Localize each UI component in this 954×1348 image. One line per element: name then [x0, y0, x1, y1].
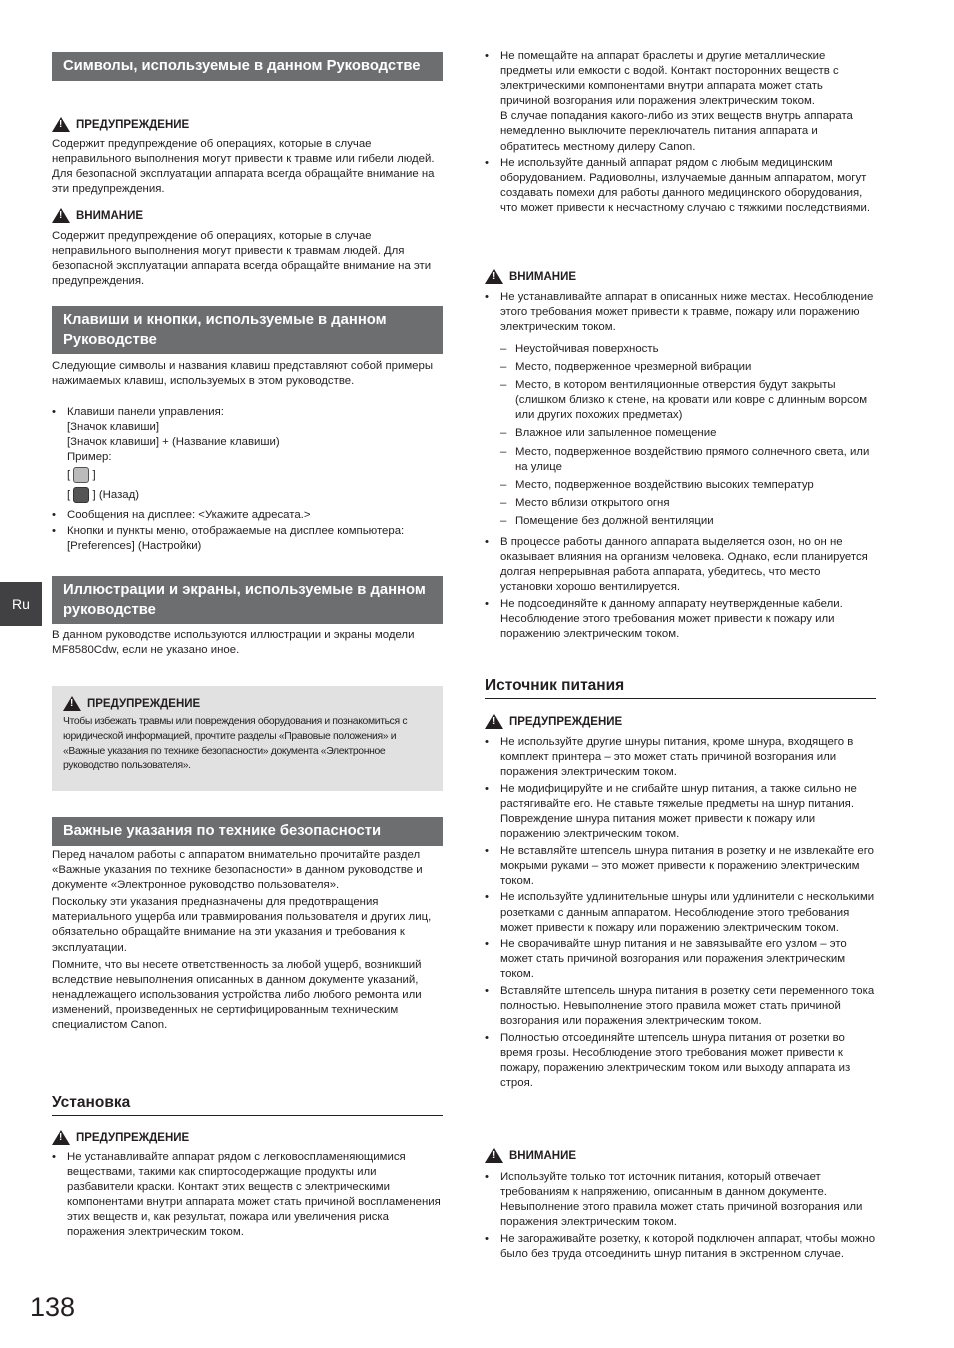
key-example-back [67, 487, 139, 503]
place-item: – Место, подверженное воздействию высоких температур [485, 478, 876, 493]
language-tab [0, 582, 42, 626]
place-item: – Влажное или запыленное помещение [485, 426, 876, 441]
power-caution-label [485, 1148, 576, 1163]
warning-triangle-icon [52, 1130, 70, 1145]
key-bracket: [ [67, 469, 71, 482]
warning-triangle-icon [63, 696, 81, 711]
list-item: • Не загораживайте розетку, к которой подключен аппарат, чтобы можно было без труда отсоединить шнур питания в экстренном случае. [485, 1232, 876, 1262]
installation-caution-label [485, 269, 576, 284]
warning-label-text: ПРЕДУПРЕЖДЕНИЕ [76, 118, 190, 131]
key-example-home [67, 467, 96, 483]
place-item: – Место, в котором вентиляционные отверстия будут закрыты (слишком близко к стене, на кровати или ковре с длинным ворсом или других похожих предметах) [485, 378, 876, 423]
keys-example-label: Пример: [67, 451, 112, 464]
note-warning-label-text: ПРЕДУПРЕЖДЕНИЕ [87, 697, 201, 710]
warning-triangle-icon [485, 714, 503, 729]
list-item: • Не используйте удлинительные шнуры или удлинители с несколькими розетками с данным аппаратом. Несоблюдение этого требования может привести к пожару или поражению электрическим током. [485, 890, 876, 935]
section-title-power: Источник питания [485, 676, 876, 699]
language-tab-label: Ru [12, 596, 30, 612]
list-item: • Не используйте данный аппарат рядом с любым медицинским оборудованием. Радиоволны, излучаемые данным аппаратом, могут создавать помехи для работы данного медицинского оборудования, что может привести к несчастному случаю с тяжкими последствиями. [485, 156, 876, 216]
place-item: – Место, подверженное чрезмерной вибрации [485, 360, 876, 375]
keys-item-label: Клавиши панели управления: [67, 406, 224, 418]
important-note-box [52, 686, 443, 791]
installation-warning-list-cont [485, 49, 876, 218]
key-bracket: ] [92, 489, 96, 502]
keys-intro: Следующие символы и названия клавиш представляют собой примеры нажимаемых клавиш, используемых в этом руководстве. [52, 360, 434, 388]
list-item: • Не устанавливайте аппарат рядом с легковоспламеняющимися веществами, такими как спиртосодержащие продукты или разбавители краски. Контакт этих веществ с электрическими компонентами внутри аппарата может стать причиной воспламенения этих веществ и, как результат, пожара или увеличения риска поражения электрическим током. [52, 1150, 443, 1241]
key-bracket: ] [92, 469, 96, 482]
list-item: • Не используйте другие шнуры питания, кроме шнура, входящего в комплект принтера – это может стать причиной возгорания или поражения электрическим током. [485, 735, 876, 780]
list-item: • Не вставляйте штепсель шнура питания в розетку и не извлекайте его мокрыми руками – это может привести к поражению электрическим током. [485, 844, 876, 889]
key-home-icon [73, 467, 89, 483]
caution-label-text: ВНИМАНИЕ [76, 209, 144, 222]
power-warning-label-text: ПРЕДУПРЕЖДЕНИЕ [509, 715, 623, 728]
warning-description: Содержит предупреждение об операциях, которые в случае неправильного выполнения могут привести к травме или гибели людей. Для безопасной эксплуатации аппарата всегда обращайте внимание на эти предупреждения. [52, 138, 435, 196]
caution-description: Содержит предупреждение об операциях, которые в случае неправильного выполнения могут привести к травмам людей. Для безопасной эксплуатации аппарата всегда обращайте внимание на эти предупреждения. [52, 230, 432, 288]
warning-triangle-icon [52, 117, 70, 132]
list-item: • Сообщения на дисплее: <Укажите адресата.> [52, 508, 443, 523]
key-back-icon [73, 487, 89, 503]
safety-paragraph: Перед началом работы с аппаратом внимательно прочитайте раздел «Важные указания по технике безопасности» в данном руководстве и документе «Электронное руководство пользователя». [52, 849, 423, 892]
note-warning-label [63, 696, 433, 711]
places-list [485, 342, 876, 532]
illustrations-text: В данном руководстве используются иллюстрации и экраны модели MF8580Cdw, если не указано иное. [52, 629, 415, 657]
place-item: – Место, подверженное воздействию прямого солнечного света, или на улице [485, 445, 876, 475]
installation-warning-label-text: ПРЕДУПРЕЖДЕНИЕ [76, 1131, 190, 1144]
list-item: • Кнопки и пункты меню, отображаемые на дисплее компьютера: [Preferences] (Настройки) [52, 524, 443, 554]
place-item: – Неустойчивая поверхность [485, 342, 876, 357]
warning-triangle-icon [52, 208, 70, 223]
installation-warning-list [52, 1150, 443, 1242]
list-item [485, 49, 876, 155]
section-heading-safety: Важные указания по технике безопасности [52, 817, 443, 846]
key-back-label: (Назад) [98, 489, 140, 502]
list-item: • Не устанавливайте аппарат в описанных ниже местах. Несоблюдение этого требования может привести к травме, пожару или поражению электрическим током. [485, 290, 876, 335]
power-caution-label-text: ВНИМАНИЕ [509, 1149, 577, 1162]
installation-caution-list-cont [485, 535, 876, 644]
power-warning-label [485, 714, 622, 729]
safety-paragraph: Поскольку эти указания предназначены для предотвращения материального ущерба или травмирования пользователя и других лиц, обязательно обращайте внимание на эти указания и требования к эксплуатации. [52, 896, 432, 954]
installation-caution-label-text: ВНИМАНИЕ [509, 270, 577, 283]
list-item-text: В случае попадания какого-либо из этих веществ внутрь аппарата немедленно выключите переключатель питания аппарата и обратитесь местному дилеру Canon. [500, 110, 853, 153]
section-heading-symbols: Символы, используемые в данном Руководстве [52, 52, 443, 81]
note-warning-text: Чтобы избежать травмы или повреждения оборудования и познакомиться с юридической информацией, прочтите разделы «Правовые положения» и «Важные указания по технике безопасности» документа «Электронное руководство пользователя». [63, 716, 408, 772]
power-caution-list [485, 1170, 876, 1264]
place-item: – Помещение без должной вентиляции [485, 514, 876, 529]
keys-line: [Значок клавиши] [67, 421, 160, 434]
list-item: • Вставляйте штепсель шнура питания в розетку сети переменного тока полностью. Невыполнение этого правила может стать причиной возгорания или поражения электрическим током. [485, 984, 876, 1029]
warning-triangle-icon [485, 269, 503, 284]
list-item: • Не подсоединяйте к данному аппарату неутвержденные кабели. Несоблюдение этого требования может привести к пожару или поражению электрическим током. [485, 597, 876, 642]
place-item: – Место вблизи открытого огня [485, 496, 876, 511]
list-item: • Используйте только тот источник питания, который отвечает требованиям к напряжению, описанным в данном документе. Невыполнение этого правила может стать причиной возгорания или поражения электрическим током. [485, 1170, 876, 1230]
list-item: • Не модифицируйте и не сгибайте шнур питания, а также сильно не растягивайте его. Не ставьте тяжелые предметы на шнур питания. Повреждение шнура питания может привести к пожару или поражению электрическим током. [485, 782, 876, 842]
page-number: 138 [30, 1292, 76, 1322]
warning-label [52, 117, 189, 132]
power-warning-list [485, 735, 876, 1093]
warning-triangle-icon [485, 1148, 503, 1163]
installation-caution-list [485, 290, 876, 337]
list-item: • В процессе работы данного аппарата выделяется озон, но он не оказывает влияния на организм человека. Однако, если планируется долгая непрерывная работа аппарата, убедитесь, что место установки хорошо вентилируется. [485, 535, 876, 595]
list-item-text: Не помещайте на аппарат браслеты и другие металлические предметы или емкости с водой. Контакт посторонних веществ с электрическими компонентами внутри аппарата может стать причиной возгорания или поражения электрическим током. [500, 50, 839, 108]
list-item [52, 405, 443, 504]
list-item: • Полностью отсоединяйте штепсель шнура питания от розетки во время грозы. Несоблюдение этого требования может привести к пожару, поражению электрическим током или выходу аппарата из строя. [485, 1031, 876, 1091]
safety-intro [52, 848, 443, 1033]
list-item: • Не сворачивайте шнур питания и не завязывайте его узлом – это может стать причиной возгорания или поражения электрическим током. [485, 937, 876, 982]
section-title-installation: Установка [52, 1093, 443, 1116]
key-bracket: [ [67, 489, 71, 502]
keys-line: [Значок клавиши] + (Название клавиши) [67, 436, 280, 449]
safety-paragraph: Помните, что вы несете ответственность за любой ущерб, возникший вследствие невыполнения описанных в данном документе указаний, ненадлежащего использования устройства либо любого ремонта или изменений, произведенных не сертифицированным техническим специалистом Canon. [52, 958, 422, 1032]
keys-list [52, 405, 443, 556]
section-heading-illustrations: Иллюстрации и экраны, используемые в данном руководстве [52, 576, 443, 624]
installation-warning-label [52, 1130, 189, 1145]
caution-label [52, 208, 143, 223]
section-heading-keys: Клавиши и кнопки, используемые в данном Руководстве [52, 306, 443, 354]
